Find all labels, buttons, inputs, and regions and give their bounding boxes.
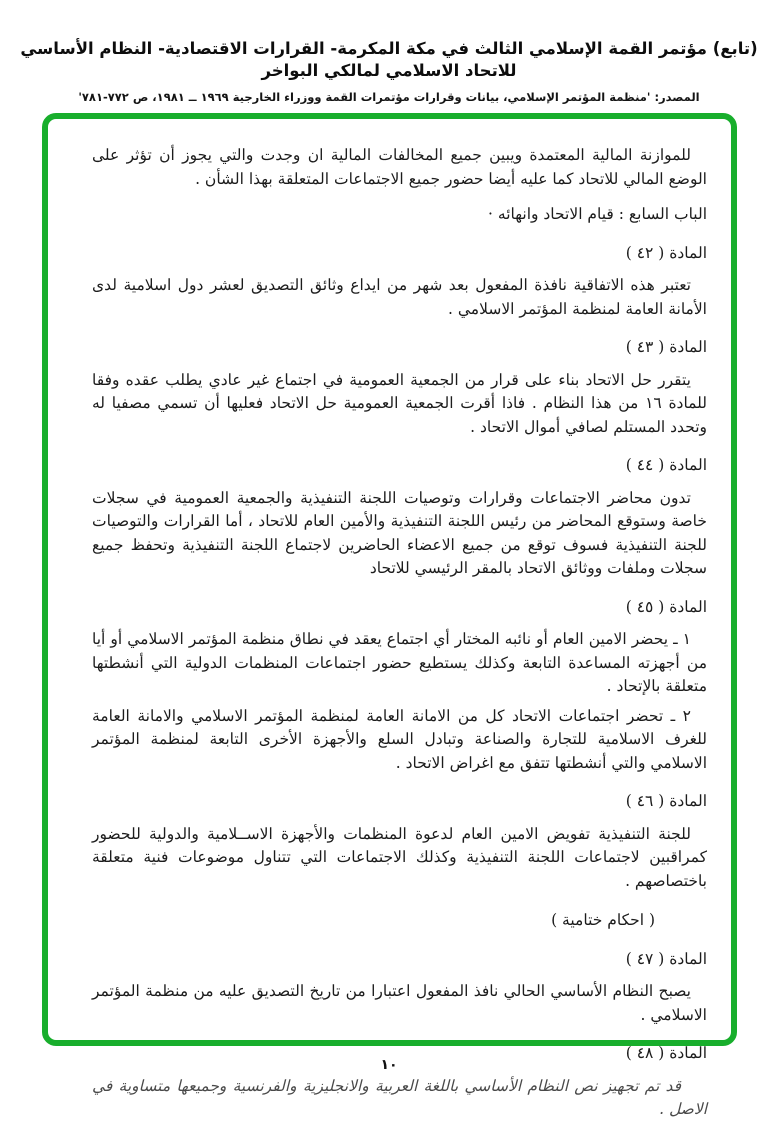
article-42-text: تعتبر هذه الاتفاقية نافذة المفعول بعد شهر من ايداع وثائق التصديق لعشر دول اسلامية لدى الأمانة العامة لمنظمة المؤتمر الاسلامي .: [92, 276, 707, 318]
article-46-text: للجنة التنفيذية تفويض الامين العام لدعوة المنظمات والأجهزة الاســلامية والدولية للحضور كمراقبين لاجتماعات اللجنة التنفيذية وكذلك الاجتماعات التي تتناول موضوعات فنية متعلقة باختصاصهم .: [92, 824, 707, 890]
final-provisions-heading: ( احكام ختامية ): [551, 911, 655, 929]
document-body: [92, 144, 707, 1122]
article-45-label: المادة ( ٤٥ ): [625, 597, 707, 616]
page-header: [0, 0, 778, 106]
article-48-text: قد تم تجهيز نص النظام الأساسي باللغة العربية والانجليزية والفرنسية وجميعها متساوية في الاصل .: [92, 1076, 707, 1118]
article-46-label: المادة ( ٤٦ ): [625, 792, 707, 810]
article-43-text: يتقرر حل الاتحاد بناء على قرار من الجمعية العمومية في اجتماع غير عادي يطلب عقده وفقا للمادة ١٦ من هذا النظام . فاذا أقرت الجمعية العمومية حل الاتحاد فعليها أن تسمي مصفيا له وتحدد المستلم لصافي أموال الاتحاد .: [92, 370, 707, 436]
page-number: ١٠: [380, 1057, 398, 1073]
source-citation: المصدر: 'منظمة المؤتمر الإسلامي، بيانات وقرارات مؤتمرات القمة ووزراء الخارجية ١٩٦٩ ــ ١٩٨١، ص ٧٧٢-٧٨١': [78, 90, 700, 104]
article-43-label: المادة ( ٤٣ ): [625, 338, 707, 356]
article-48-label: المادة ( ٤٨ ): [625, 1044, 707, 1062]
article-47-text: يصبح النظام الأساسي الحالي نافذ المفعول اعتبارا من تاريخ التصديق عليه من منظمة المؤتمر الاسلامي .: [92, 982, 707, 1024]
page-footer: [0, 1054, 778, 1073]
chapter-seven-heading: الباب السابع : قيام الاتحاد وانهائه ·: [488, 205, 707, 223]
article-45-item-2: ٢ ـ تحضر اجتماعات الاتحاد كل من الامانة العامة لمنظمة المؤتمر الاسلامي والامانة العامة للغرف الاسلامية للتجارة والصناعة وتبادل السلع والأجهزة الأخرى التابعة لمنظمة المؤتمر الاسلامي والتي أنشطتها تتفق مع اغراض الاتحاد .: [92, 706, 707, 772]
article-47-label: المادة ( ٤٧ ): [625, 949, 707, 968]
intro-paragraph: للموازنة المالية المعتمدة ويبين جميع المخالفات المالية ان وجدت والتي يجوز أن تؤثر على الوضع المالي للاتحاد كما عليه أيضا حضور جميع الاجتماعات المتعلقة بهذا الشأن .: [92, 146, 707, 188]
article-44-text: تدون محاضر الاجتماعات وقرارات وتوصيات اللجنة التنفيذية والجمعية العمومية في سجلات خاصة وستوقع المحاضر من رئيس اللجنة التنفيذية والأمين العام للاتحاد ، أما القرارات والتوصيات للجنة التنفيذية فسوف توقع من جميع الاعضاء الحاضرين لاجتماع اللجنة التنفيذية وتحفظ جميع سجلات وملفات ووثائق الاتحاد بالمقر الرئيسي للاتحاد: [92, 488, 707, 577]
article-45-item-1: ١ ـ يحضر الامين العام أو نائبه المختار أي اجتماع يعقد في نطاق منظمة المؤتمر الاسلامي أو أيا من أجهزته المساعدة التابعة وكذلك يستطيع حضور اجتماعات المنظمات الدولية التي أنشطتها متعلقة بالإتحاد .: [92, 630, 707, 695]
article-44-label: المادة ( ٤٤ ): [625, 456, 707, 474]
document-title: (تابع) مؤتمر القمة الإسلامي الثالث في مكة المكرمة- القرارات الاقتصادية- النظام الأساسي للاتحاد الاسلامي لمالكي البواخر: [20, 39, 758, 80]
article-42-label: المادة ( ٤٢ ): [625, 243, 707, 262]
